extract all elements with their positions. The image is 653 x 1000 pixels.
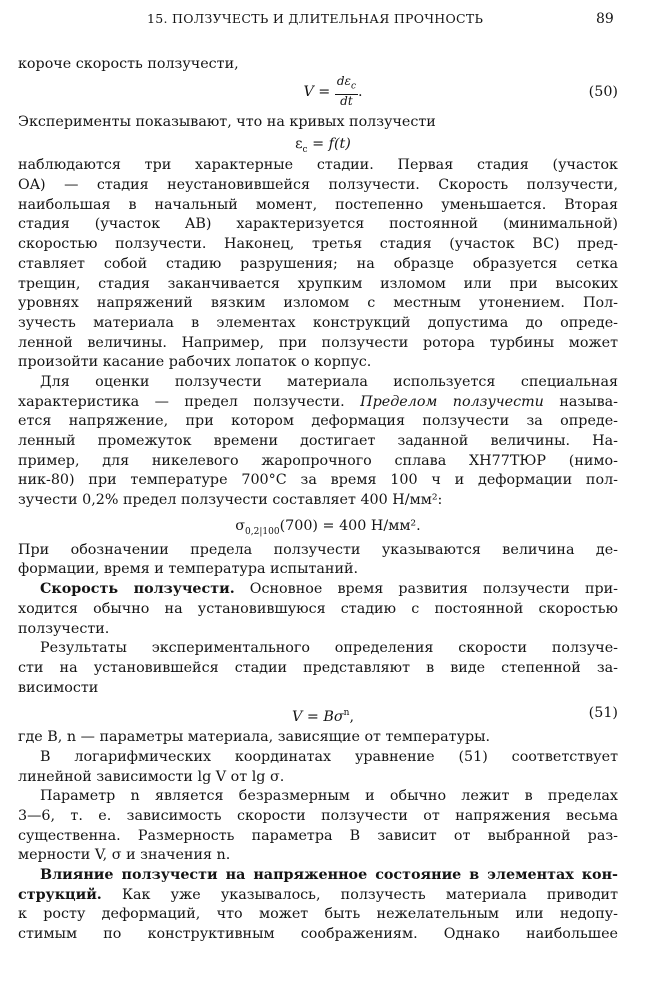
text-line: висимости [18,679,99,696]
eq-limit-sigma: σ [235,517,246,534]
text-line: зучести 0,2% предел ползучести составляет 400 Н/мм²: [18,492,443,509]
text-line: Результаты экспериментального определения скорости ползуче- [40,640,618,657]
eq51-tail: , [349,709,354,726]
running-header [0,11,653,33]
text-line: ползучести. [18,620,110,637]
chapter-title: 15. ПОЛЗУЧЕСТЬ И ДЛИТЕЛЬНАЯ ПРОЧНОСТЬ [147,11,484,26]
text-line: к росту деформаций, что может быть нежелательным или недопу- [18,906,618,923]
text-line [18,393,618,413]
text-span: Основное время развития ползучести при- [234,581,618,598]
text-line: скоростью ползучести. Наконец, третья стадия (участок BC) пред- [18,236,618,253]
body-text [18,55,618,945]
text-span: характеристика — предел ползучести. [18,393,361,410]
text-line [18,866,618,886]
text-line: ставляет собой стадию разрушения; на образце образуется сетка [18,255,618,272]
text-line: формации, время и температура испытаний. [18,561,359,578]
text-line: Для оценки ползучести материала используется специальная [40,373,618,390]
equation-51 [18,698,618,728]
eq50-numerator-sub: c [350,81,357,92]
text-line: где B, n — параметры материала, зависящие от температуры. [18,729,491,746]
text-line: пример, для никелевого жаропрочного сплава ХН77ТЮР (нимо- [18,452,618,469]
text-line: В логарифмических координатах уравнение (51) соответствует [40,748,618,765]
eq51-lhs: V = Bσ [291,709,344,726]
eq-curve-sub: c [302,145,308,156]
eq50-numerator: dε [336,74,351,89]
text-line: ник-80) при температуре 700°С за время 100 ч и деформации пол- [18,472,618,489]
eq-curve-rhs: = f(t) [307,136,351,153]
text-line: линейной зависимости lg V от lg σ. [18,768,285,785]
text-span: Как уже указывалось, ползучесть материала приводит [101,886,618,903]
equation-creep-curve [18,132,618,156]
text-line: ленный промежуток времени достигает заданной величины. На- [18,433,618,449]
text-line: произойти касание рабочих лопаток о корпус. [18,354,372,371]
text-line: существенна. Размерность параметра B зависит от выбранной раз- [18,827,618,844]
equation-number-50: (50) [588,83,618,100]
text-line [18,886,618,906]
text-line: 3—6, т. е. зависимость скорости ползучести от напряжения весьма [18,808,618,824]
text-line [18,580,618,600]
text-line: уровнях напряжений вязким изломом с местным утонением. Пол- [18,295,618,312]
text-line: ленной величины. Например, при ползучести ротора турбины может [18,334,618,351]
text-line: OA) — стадия неустановившейся ползучести. Скорость ползучести, [18,177,618,194]
text-line: ходится обычно на установившуюся стадию с постоянной скоростью [18,600,618,617]
eq-limit-sub: 0,2|100 [245,526,280,537]
term-creep-limit: Пределом ползучести [360,393,544,410]
text-span: называ- [543,393,618,410]
eq50-tail: . [358,83,363,100]
equation-creep-limit [18,511,618,541]
equation-number-51: (51) [588,705,618,722]
section-heading-cont: струкций. [18,886,102,903]
text-line: Эксперименты показывают, что на кривых ползучести [18,113,436,130]
text-line: наблюдаются три характерные стадии. Первая стадия (участок [18,157,618,174]
text-line: короче скорость ползучести, [18,56,239,72]
eq50-fraction [335,75,358,107]
text-line: сти на установившейся стадии представляют в виде степенной за- [18,659,618,676]
text-line: ется напряжение, при котором деформация ползучести за опреде- [18,413,618,430]
text-line: При обозначении предела ползучести указываются величина де- [18,541,618,558]
section-heading: Скорость ползучести. [40,581,235,598]
text-line: наибольшая в начальный момент, постепенно уменьшается. Вторая [18,196,618,213]
section-heading: Влияние ползучести на напряженное состояние в элементах кон- [40,867,618,884]
text-line: трещин, стадия заканчивается хрупким изломом или при высоких [18,275,618,292]
text-line: зучесть материала в элементах конструкций допустима до опреде- [18,314,618,331]
text-line: стимым по конструктивным соображениям. Однако наибольшее [18,926,618,943]
equation-50 [18,75,618,109]
page-number: 89 [596,11,614,27]
text-line: Параметр n является безразмерным и обычно лежит в пределах [40,788,618,805]
text-line: стадия (участок AB) характеризуется постоянной (минимальной) [18,216,618,233]
eq50-denominator: dt [340,93,353,108]
text-line: мерности V, σ и значения n. [18,847,231,864]
eq50-lhs: V = [303,83,335,100]
eq-limit-rhs: (700) = 400 Н/мм². [279,517,421,534]
eq51-sup: n [343,708,350,719]
eq-curve-eps: ε [295,136,303,153]
